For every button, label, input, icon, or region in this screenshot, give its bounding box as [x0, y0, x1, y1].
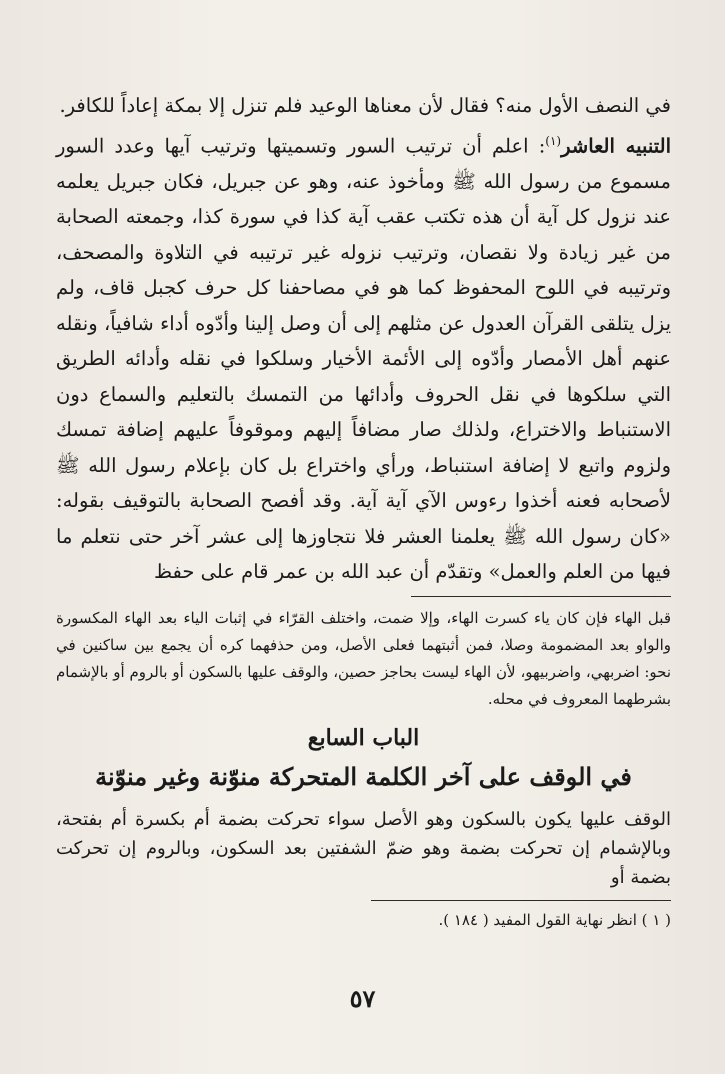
continued-footnote: قبل الهاء فإن كان ياء كسرت الهاء، وإلا ضمت، واختلف القرّاء في إثبات الياء بعد الهاء المكسورة والواو بعد المضمومة وصلا، فمن أثبتهما فعلى الأصل، ومن حذفهما كره أن يجمع بين ساكنين في نحو: اضربهي، واضربيهو، لأن الهاء ليست بحاجز حصين، والوقف عليها بالسكون أو بالروم أو بالإشمام بشرطهما المعروف في محله. — [56, 608, 671, 708]
tanbih-paragraph — [56, 124, 671, 590]
footnote-marker: (١) — [545, 133, 562, 148]
intro-paragraph: في النصف الأول منه؟ فقال لأن معناها الوعيد فلم تنزل إلا بمكة إعاداً للكافر. — [59, 94, 671, 117]
tanbih-body: : اعلم أن ترتيب السور وتسميتها وترتيب آيها وعدد السور مسموع من رسول الله ﷺ ومأخوذ عنه، وهو عن جبريل، فكان جبريل يعلمه عند نزول كل آية أن هذه تكتب عقب آية كذا في سورة كذا، وجمعته الصحابة من غير زيادة ولا نقصان، وترتيب نزوله غير ترتيبه في التلاوة والمصحف، وترتيبه في اللوح المحفوظ كما هو في مصاحفنا كل حرف كجبل قاف، ولم يزل يتلقى القرآن العدول عن مثلهم إلى أن وصل إلينا وأدّوه أداء شافياً، ونقله عنهم أهل الأمصار وأدّوه إلى الأئمة الأخيار وسلكوا في نقله وأدائه الطريق التي سلكوها في نقل الحروف وأدائها من التمسك بالتعليم والسماع دون الاستنباط والاختراع، ولذلك صار مضافاً إليهم وموقوفاً عليهم إضافة تمسك ولزوم واتبع لا إضافة استنباط، ورأي واختراع بل كان بإعلام رسول الله ﷺ لأصحابه فعنه أخذوا رءوس الآي آية آية. وقد أفصح الصحابة بالتوقيف بقوله: «كان رسول الله ﷺ يعلمنا العشر فلا نتجاوزها إلى عشر آخر حتى نتعلم ما فيها من العلم والعمل» وتقدّم أن عبد الله بن عمر قام على حفظ — [56, 134, 671, 583]
page-content — [56, 88, 671, 933]
section-paragraph: الوقف عليها يكون بالسكون وهو الأصل سواء تحركت بضمة أم بكسرة أم بفتحة، وبالإشمام إن تحركت بضمة وهو ضمّ الشفتين بعد السكون، وبالروم إن تحركت بضمة أو — [56, 808, 671, 888]
chapter-title: الباب السابع — [307, 724, 420, 751]
section-title: في الوقف على آخر الكلمة المتحركة منوّنة وغير منوّنة — [95, 761, 632, 791]
footnote-divider-2 — [371, 900, 671, 901]
page-number: ٥٧ — [349, 984, 376, 1013]
footnote-divider — [411, 596, 671, 597]
footnote-1: ( ١ ) انظر نهاية القول المفيد ( ١٨٤ ). — [438, 910, 671, 929]
tanbih-title: التنبيه العاشر — [561, 134, 671, 157]
